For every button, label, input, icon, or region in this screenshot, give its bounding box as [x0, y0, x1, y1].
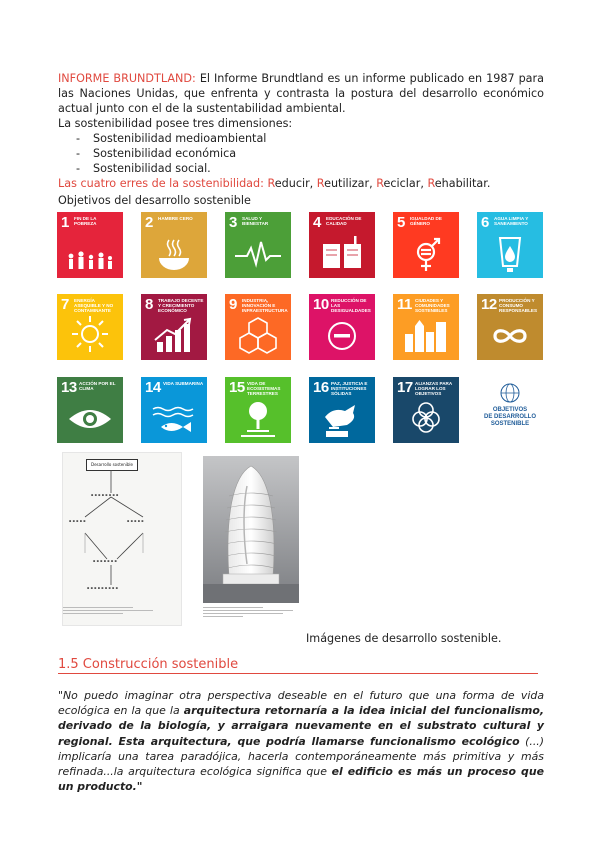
sustainable-development-diagram — [62, 452, 182, 626]
sdg-label: FIN DE LA POBREZA — [74, 216, 97, 227]
building-photo — [203, 456, 299, 603]
sdg-tile-17 — [393, 377, 459, 443]
erre-initial: R — [316, 177, 325, 190]
sdg-number: 15 — [229, 379, 245, 396]
dimension-item: - Sostenibilidad medioambiental — [58, 131, 544, 146]
photo-caption-scribble — [203, 605, 303, 619]
images-caption: Imágenes de desarrollo sostenible. — [306, 632, 502, 645]
erre-rest: eutilizar, — [324, 177, 377, 190]
sdg-number: 7 — [61, 296, 69, 313]
sdg-label: EDUCACIÓN DE CALIDAD — [326, 216, 362, 227]
sdg-tile-4 — [309, 212, 375, 278]
sdg-label: SALUD Y BIENESTAR — [242, 216, 269, 227]
intro-block — [58, 71, 544, 191]
sdg-label: ENERGÍA ASEQUIBLE Y NO CONTAMINANTE — [74, 298, 114, 314]
sdg-number: 11 — [397, 296, 412, 313]
quote-bold: arquitectura retornaría a la idea inicial del funcionalismo, derivado de la biología, y arraigara nuevamente en el substrato cultural y regional. Esta arquitectura, que podría llamarse funcionalismo ecológico — [58, 704, 544, 748]
sdg-label: AGUA LIMPIA Y SANEAMIENTO — [494, 216, 529, 227]
brundtland-paragraph — [58, 71, 544, 116]
sdg-logo-text — [477, 407, 543, 428]
sdg-tile-5 — [393, 212, 459, 278]
sdg-label: IGUALDAD DE GÉNERO — [410, 216, 442, 227]
sdg-label: INDUSTRIA, INNOVACIÓN E INFRAESTRUCTURA — [242, 298, 288, 314]
diagram-node: ▪ ▪ ▪ ▪ ▪ — [127, 519, 144, 523]
sdg-label: REDUCCIÓN DE LAS DESIGUALDADES — [331, 298, 371, 314]
sdg-logo-tile — [477, 377, 543, 443]
sdg-tile-6 — [477, 212, 543, 278]
quote-text: (...) implicaría una tarea paradójica, hacerla contemporáneamente más primitiva y más refinada...la arquitectura ecológica significa que — [58, 734, 544, 779]
sdg-number: 13 — [61, 379, 77, 396]
sdg-tile-14 — [141, 377, 207, 443]
sdg-label: CIUDADES Y COMUNIDADES SOSTENIBLES — [415, 298, 450, 314]
sdg-label: PRODUCCIÓN Y CONSUMO RESPONSABLES — [499, 298, 538, 314]
diagram-node: ▪ ▪ ▪ ▪ ▪ — [69, 519, 86, 523]
diagram-node: ▪ ▪ ▪ ▪ ▪ ▪ ▪ ▪ ▪ — [87, 586, 119, 590]
diagram-caption-scribble — [51, 605, 171, 616]
sdg-tile-15 — [225, 377, 291, 443]
dimensions-intro: La sostenibilidad posee tres dimensiones: — [58, 117, 293, 130]
dimensions-list — [58, 131, 544, 176]
sdg-number: 8 — [145, 296, 153, 313]
sdg-number: 16 — [313, 379, 329, 396]
quote-text: "No puedo imaginar otra perspectiva deseable en el futuro que una forma de vida ecológica en la que la — [58, 689, 544, 718]
sdg-label: PAZ, JUSTICIA E INSTITUCIONES SÓLIDAS — [331, 381, 368, 397]
sdg-number: 10 — [313, 296, 329, 313]
sdg-tile-8 — [141, 294, 207, 360]
quote-bold: el edificio es más un proceso que un producto." — [58, 765, 544, 794]
sdg-label: TRABAJO DECENTE Y CRECIMIENTO ECONÓMICO — [158, 298, 204, 314]
erre-initial: R — [267, 177, 275, 190]
diagram-node: ▪ ▪ ▪ ▪ ▪ ▪ ▪ ▪ — [91, 493, 119, 497]
sdg-grid — [57, 212, 544, 443]
sdg-label: VIDA SUBMARINA — [163, 381, 204, 386]
sdg-number: 14 — [145, 379, 161, 396]
section-heading: 1.5 Construcción sostenible — [58, 657, 538, 674]
sdg-tile-13 — [57, 377, 123, 443]
erres-line — [58, 176, 544, 191]
erre-rest: ehabilitar. — [434, 177, 491, 190]
sdg-tile-9 — [225, 294, 291, 360]
dimension-item: - Sostenibilidad social. — [58, 161, 544, 176]
erre-initial: R — [427, 177, 435, 190]
sdg-logo-line: DE DESARROLLO — [483, 414, 536, 420]
sdg-tile-10 — [309, 294, 375, 360]
diagram-arrows — [63, 453, 181, 603]
sdg-label: ALIANZAS PARA LOGRAR LOS OBJETIVOS — [415, 381, 453, 397]
dimension-item: - Sostenibilidad económica — [58, 146, 544, 161]
sdg-number: 9 — [229, 296, 237, 313]
sdg-number: 3 — [229, 214, 237, 231]
erre-initial: R — [376, 177, 384, 190]
erres-label: Las cuatro erres de la sostenibilidad: — [58, 177, 264, 190]
sdg-label: HAMBRE CERO — [158, 216, 193, 221]
sdg-tile-12 — [477, 294, 543, 360]
brundtland-label: INFORME BRUNDTLAND: — [58, 72, 196, 85]
sdg-number: 5 — [397, 214, 405, 231]
diagram-title: Desarrollo sostenible — [86, 459, 138, 471]
sdg-label: VIDA DE ECOSISTEMAS TERRESTRES — [247, 381, 281, 397]
sdg-heading: Objetivos del desarrollo sostenible — [58, 194, 251, 207]
sdg-tile-16 — [309, 377, 375, 443]
diagram-node: ▪ ▪ ▪ ▪ ▪ ▪ ▪ — [93, 559, 117, 563]
brundtland-text: El Informe Brundtland es un informe publicado en 1987 para las Naciones Unidas, que enfrenta y contrasta la postura del desarrollo económico actual junto con el de la sustentabilidad ambiental. — [58, 72, 544, 115]
sdg-logo-line: SOSTENIBLE — [490, 421, 530, 427]
sdg-number: 6 — [481, 214, 489, 231]
sdg-number: 12 — [481, 296, 497, 313]
sdg-tile-11 — [393, 294, 459, 360]
erre-rest: educir, — [274, 177, 317, 190]
sdg-label: ACCIÓN POR EL CLIMA — [79, 381, 116, 392]
sdg-number: 2 — [145, 214, 153, 231]
sdg-number: 4 — [313, 214, 321, 231]
sdg-tile-1 — [57, 212, 123, 278]
sdg-logo-line: OBJETIVOS — [492, 407, 528, 413]
sdg-tile-3 — [225, 212, 291, 278]
sdg-number: 1 — [61, 214, 69, 231]
sdg-tile-7 — [57, 294, 123, 360]
quote-paragraph — [58, 688, 544, 794]
erre-rest: eciclar, — [383, 177, 428, 190]
sdg-tile-2 — [141, 212, 207, 278]
sdg-number: 17 — [397, 379, 413, 396]
building-illustration — [203, 456, 299, 603]
